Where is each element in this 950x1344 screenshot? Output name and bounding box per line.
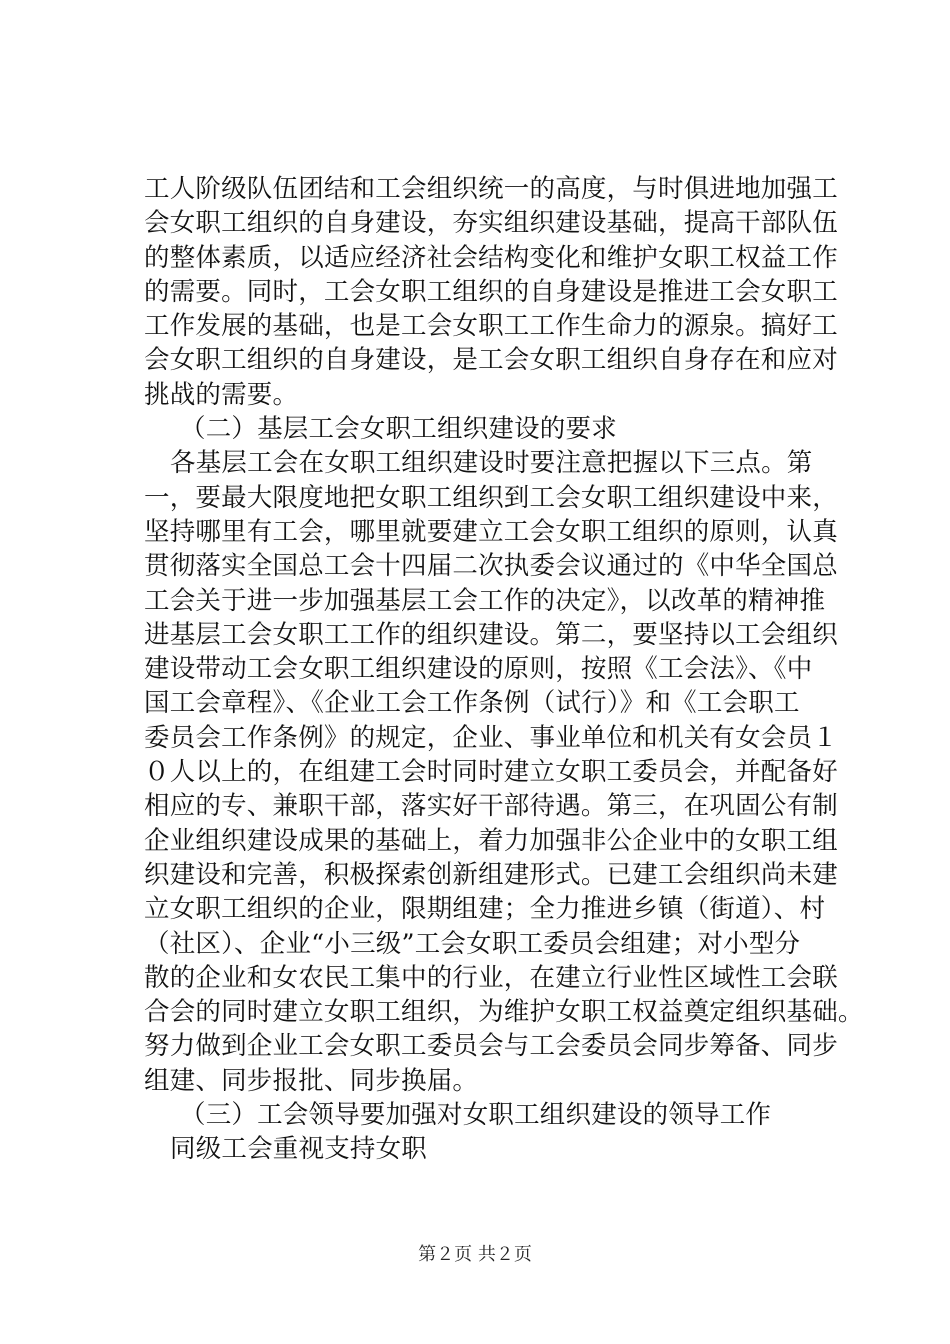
paragraph-line: 委员会工作条例》的规定，企业、事业单位和机关有女会员１ <box>144 722 838 753</box>
paragraph-line: 挑战的需要。 <box>144 379 299 410</box>
paragraph-line: 立女职工组织的企业，限期组建；全力推进乡镇（街道）、村 <box>144 894 826 925</box>
paragraph-line: 组建、同步报批、同步换届。 <box>144 1065 479 1096</box>
paragraph-line: 进基层工会女职工工作的组织建设。第二，要坚持以工会组织 <box>144 619 838 650</box>
paragraph-line: 织建设和完善，积极探索创新组建形式。已建工会组织尚未建 <box>144 859 838 890</box>
paragraph-line: 相应的专、兼职干部，落实好干部待遇。第三，在巩固公有制 <box>144 791 838 822</box>
paragraph-line: 会女职工组织的自身建设，夯实组织建设基础，提高干部队伍 <box>144 208 838 239</box>
paragraph-line: 工会关于进一步加强基层工会工作的决定》，以改革的精神推 <box>144 585 826 616</box>
paragraph-line: 散的企业和女农民工集中的行业，在建立行业性区域性工会联 <box>144 962 838 993</box>
paragraph-line: 各基层工会在女职工组织建设时要注意把握以下三点。第 <box>170 448 813 479</box>
paragraph-line: 的整体素质，以适应经济社会结构变化和维护女职工权益工作 <box>144 242 838 273</box>
paragraph-line: 工作发展的基础，也是工会女职工工作生命力的源泉。搞好工 <box>144 311 838 342</box>
paragraph-line: 同级工会重视支持女职 <box>170 1134 428 1165</box>
paragraph-line: （社区）、企业“小三级”工会女职工委员会组建；对小型分 <box>144 928 801 959</box>
paragraph-line: 的需要。同时，工会女职工组织的自身建设是推进工会女职工 <box>144 276 838 307</box>
paragraph-line: 坚持哪里有工会，哪里就要建立工会女职工组织的原则，认真 <box>144 516 838 547</box>
paragraph-line: 合会的同时建立女职工组织，为维护女职工权益奠定组织基础。 <box>144 997 864 1028</box>
section-heading: （二）基层工会女职工组织建设的要求 <box>180 414 617 445</box>
paragraph-line: 贯彻落实全国总工会十四届二次执委会议通过的《中华全国总 <box>144 551 838 582</box>
page-footer: 第２页 共２页 <box>418 1244 532 1265</box>
section-heading: （三）工会领导要加强对女职工组织建设的领导工作 <box>180 1100 772 1131</box>
paragraph-line: ０人以上的，在组建工会时同时建立女职工委员会，并配备好 <box>144 757 838 788</box>
paragraph-line: 建设带动工会女职工组织建设的原则，按照《工会法》、《中 <box>144 654 813 685</box>
paragraph-line: 会女职工组织的自身建设，是工会女职工组织自身存在和应对 <box>144 345 838 376</box>
paragraph-line: 一，要最大限度地把女职工组织到工会女职工组织建设中来， <box>144 482 838 513</box>
paragraph-line: 企业组织建设成果的基础上，着力加强非公企业中的女职工组 <box>144 825 838 856</box>
paragraph-line: 努力做到企业工会女职工委员会与工会委员会同步筹备、同步 <box>144 1031 838 1062</box>
paragraph-line: 工人阶级队伍团结和工会组织统一的高度，与时俱进地加强工 <box>144 174 838 204</box>
document-body <box>144 172 864 1167</box>
paragraph-line: 国工会章程》、《企业工会工作条例（试行）》和《工会职工 <box>144 688 800 719</box>
